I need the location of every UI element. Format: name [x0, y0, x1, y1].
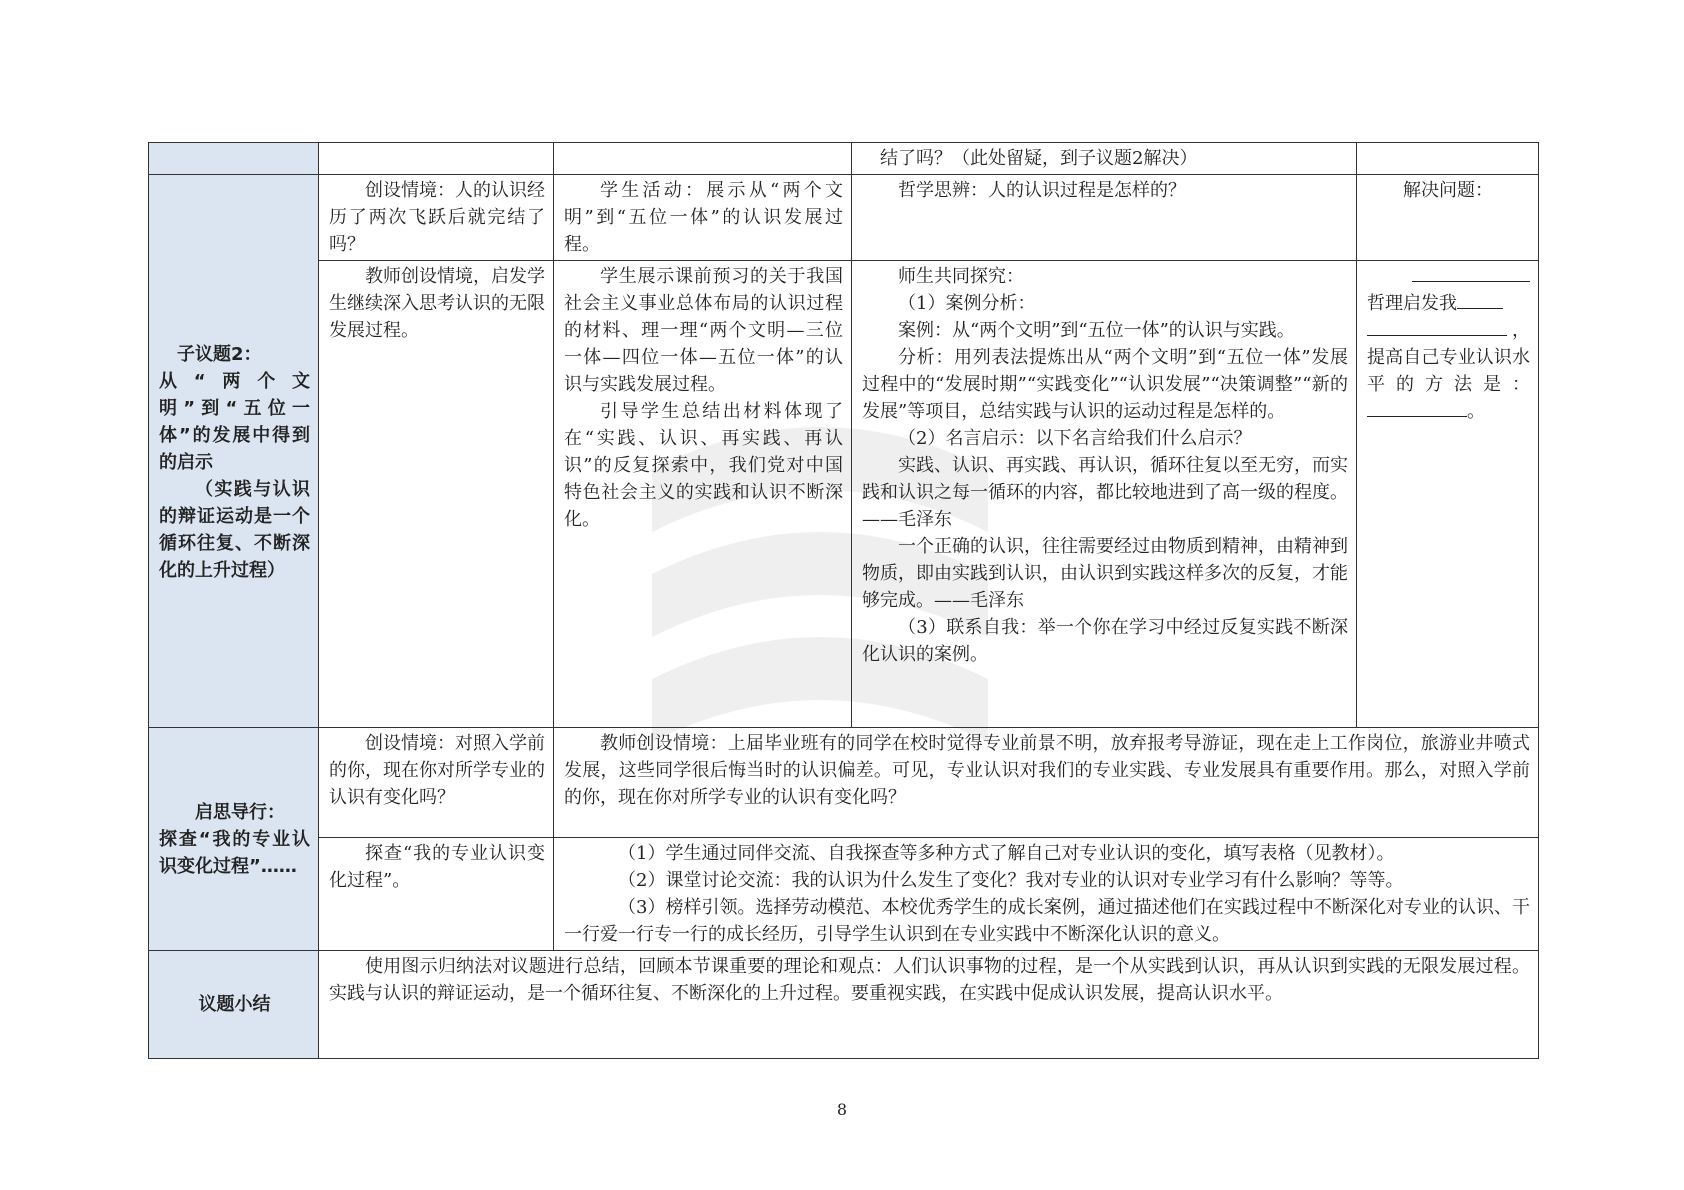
- continuation-col3: [852, 143, 1357, 175]
- continuation-side-cell: [149, 143, 319, 175]
- sub2-explore-cell: [852, 261, 1357, 728]
- guide-side-title: 启思导行：: [195, 801, 285, 823]
- guide-step-2: （2）课堂讨论交流：我的认识为什么发生了变化？我对专业的认识对专业学习有什么影响？等等。: [618, 870, 1404, 891]
- sub2-activity-cell: [554, 175, 852, 261]
- guide-steps-cell: [554, 838, 1539, 951]
- fill-text-a: 哲理启发我: [1367, 293, 1457, 314]
- explore-analysis: 分析：用列表法提炼出从“两个文明”到“五位一体”发展过程中的“发展时期”“实践变化”“认识发展”“决策调整”“新的发展”等项目，总结实践与认识的运动过程是怎样的。: [862, 347, 1348, 422]
- explore-self: （3）联系自我：举一个你在学习中经过反复实践不断深化认识的案例。: [862, 617, 1348, 665]
- guide-step-1: （1）学生通过同伴交流、自我探查等多种方式了解自己对专业认识的变化，填写表格（见教材）。: [618, 843, 1395, 864]
- guide-teacher-cell: [554, 728, 1539, 838]
- fill-text-c: 。: [1467, 401, 1485, 422]
- continuation-row: [149, 143, 1539, 175]
- summary-side-cell: [149, 951, 319, 1059]
- explore-quote-title: （2）名言启示：以下名言给我们什么启示？: [898, 428, 1252, 449]
- sub2-student-cell: [554, 261, 852, 728]
- continuation-col2: [554, 143, 852, 175]
- guide-bottom-row: [149, 838, 1539, 951]
- sub2-activity-text: 学生活动：展示从“两个文明”到“五位一体”的认识发展过程。: [564, 180, 843, 255]
- summary-text-cell: [319, 951, 1539, 1059]
- continuation-col1: [319, 143, 554, 175]
- summary-text: 使用图示归纳法对议题进行总结，回顾本节课重要的理论和观点：人们认识事物的过程，是一个从实践到认识，再从认识到实践的无限发展过程。实践与认识的辩证运动，是一个循环往复、不断深化的上升过程。要重视实践，在实践中促成认识发展，提高认识水平。: [329, 956, 1530, 1004]
- fill-text-b: ，提高自己专业认识水平的方法是：: [1367, 320, 1530, 395]
- guide-step-3: （3）榜样引领。选择劳动模范、本校优秀学生的成长案例，通过描述他们在实践过程中不断深化对专业的认识、干一行爱一行专一行的成长经历，引导学生认识到在专业实践中不断深化认识的意义。: [564, 897, 1530, 945]
- blank-line-2: [1457, 290, 1503, 309]
- blank-line-3: [1367, 317, 1507, 336]
- explore-case: 案例：从“两个文明”到“五位一体”的认识与实践。: [898, 320, 1295, 341]
- explore-heading: 师生共同探究：: [898, 266, 1024, 287]
- sub2-side-subtitle: 从“两个文明”到“五位一体”的发展中得到的启示: [159, 370, 310, 473]
- page-number: 8: [836, 1100, 848, 1119]
- lesson-plan-table: [148, 142, 1539, 1059]
- sub2-fill-cell: [1357, 261, 1539, 728]
- sub2-side-cell: [149, 175, 319, 728]
- sub2-scenario-cell: [319, 175, 554, 261]
- sub2-bottom-row: [149, 261, 1539, 728]
- sub2-student-text-2: 引导学生总结出材料体现了在“实践、认识、再实践、再认识”的反复探索中，我们党对中国特色社会主义的实践和认识不断深化。: [564, 401, 843, 530]
- guide-side-cell: [149, 728, 319, 951]
- sub2-solve-cell: [1357, 175, 1539, 261]
- explore-case-title: （1）案例分析：: [898, 293, 1036, 314]
- sub2-student-text-1: 学生展示课前预习的关于我国社会主义事业总体布局的认识过程的材料、理一理“两个文明—三位一体—四位一体—五位一体”的认识与实践发展过程。: [564, 266, 843, 395]
- sub2-debate-cell: [852, 175, 1357, 261]
- continuation-col4: [1357, 143, 1539, 175]
- summary-row: [149, 951, 1539, 1059]
- summary-side-label: 议题小结: [198, 994, 271, 1015]
- sub2-teacher-text: 教师创设情境，启发学生继续深入思考认识的无限发展过程。: [329, 266, 545, 341]
- guide-explore-text: 探查“我的专业认识变化过程”。: [329, 843, 545, 891]
- sub2-solve-text: 解决问题：: [1403, 180, 1493, 201]
- guide-teacher-label: 教师创设情境：: [600, 733, 728, 754]
- guide-teacher-body: 上届毕业班有的同学在校时觉得专业前景不明，放弃报考导游证，现在走上工作岗位，旅游业井喷式发展，这些同学很后悔当时的认识偏差。可见，专业认识对我们的专业实践、专业发展具有重要作用。那么，对照入学前的你，现在你对所学专业的认识有变化吗？: [564, 733, 1531, 808]
- explore-quote-2: 一个正确的认识，往往需要经过由物质到精神，由精神到物质，即由实践到认识，由认识到实践这样多次的反复，才能够完成。——毛泽东: [862, 536, 1348, 611]
- guide-top-row: [149, 728, 1539, 838]
- sub2-scenario-text: 创设情境：人的认识经历了两次飞跃后就完结了吗？: [329, 180, 545, 255]
- guide-teacher-text: [564, 730, 1530, 811]
- fill-blank-text: [1367, 263, 1530, 425]
- guide-explore-cell: [319, 838, 554, 951]
- explore-quote-1: 实践、认识、再实践、再认识，循环往复以至无穷，而实践和认识之每一循环的内容，都比较地进到了高一级的程度。——毛泽东: [862, 455, 1348, 530]
- sub2-debate-text: 哲学思辨：人的认识过程是怎样的？: [898, 180, 1186, 201]
- blank-line-1: [1412, 263, 1530, 282]
- guide-scenario-cell: [319, 728, 554, 838]
- sub2-teacher-cell: [319, 261, 554, 728]
- blank-line-4: [1367, 398, 1467, 417]
- sub2-side-note: （实践与认识的辩证运动是一个循环往复、不断深化的上升过程）: [159, 478, 310, 581]
- sub2-top-row: [149, 175, 1539, 261]
- sub2-side-title: 子议题2：: [177, 343, 262, 365]
- guide-side-subtitle: 探查“我的专业认识变化过程”……: [159, 828, 310, 877]
- continuation-text: 结了吗？（此处留疑，到子议题2解决）: [880, 148, 1198, 169]
- guide-scenario-text: 创设情境：对照入学前的你，现在你对所学专业的认识有变化吗？: [329, 733, 545, 808]
